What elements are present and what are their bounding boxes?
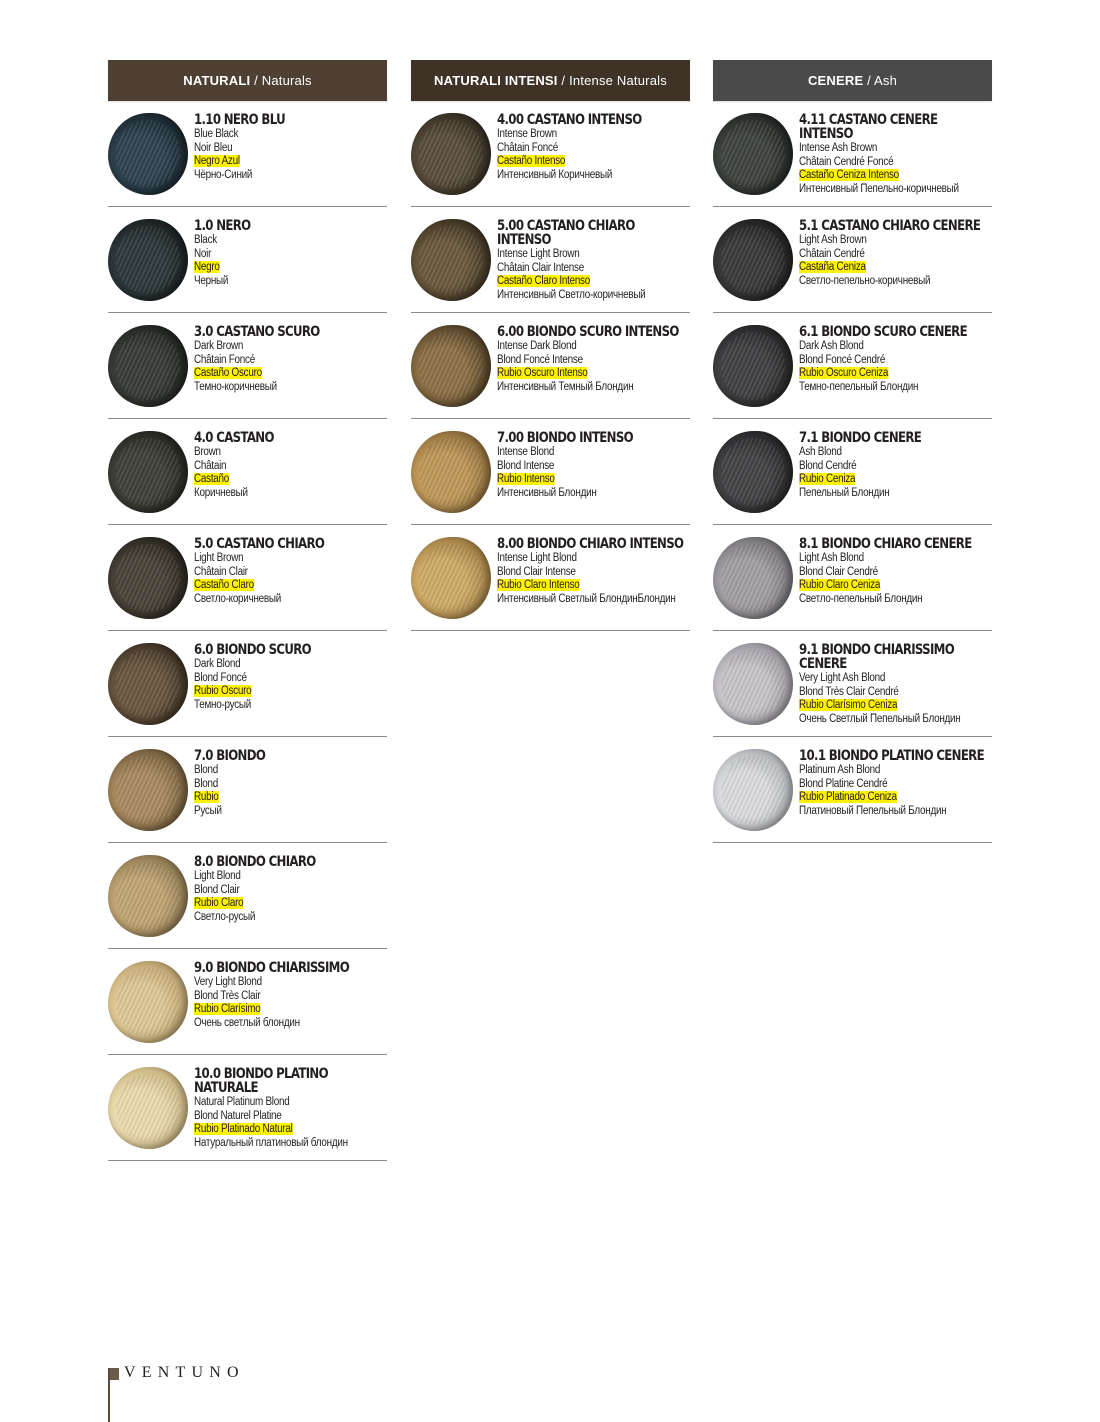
header-subtitle: Intense Naturals [569, 73, 667, 88]
shade-entry [108, 525, 387, 631]
shade-name-spanish [497, 155, 695, 169]
shade-name-french: Châtain Clair [194, 565, 248, 578]
shade-entry [411, 101, 690, 207]
shade-name-english: Intense Brown [497, 128, 557, 140]
highlighted-text: Castaño [194, 473, 230, 485]
shade-name-french: Châtain Cendré Foncé [799, 155, 894, 168]
shade-name-russian: Светло-коричневый [194, 592, 282, 605]
shade-entry [713, 737, 992, 843]
shade-name-english: Intense Ash Brown [799, 142, 878, 154]
shade-name-english: Brown [194, 446, 221, 458]
shade-name-russian: Натуральный платиновый блондин [194, 1136, 348, 1149]
hair-swatch-image [108, 961, 188, 1043]
shade-name-french: Châtain Cendré [799, 247, 865, 260]
shade-title: 8.1 BIONDO CHIARO CENERE [799, 536, 972, 552]
shade-name-russian: Темно-русый [194, 698, 252, 711]
shade-entry [108, 207, 387, 313]
shade-name-french: Blond Clair Cendré [799, 565, 878, 578]
shade-text [799, 749, 994, 818]
shade-name-french: Blond Foncé [194, 671, 247, 684]
shade-name-spanish [497, 473, 695, 487]
footer-brand: VENTUNO [124, 1364, 245, 1381]
highlighted-text: Castaño Claro [194, 579, 254, 591]
highlighted-text: Rubio Clarísimo [194, 1003, 261, 1015]
shade-name-french: Châtain Foncé [194, 353, 255, 366]
shade-entry [713, 101, 992, 207]
shade-name-russian: Интенсивный Темный Блондин [497, 380, 634, 393]
shade-title: 7.0 BIONDO [194, 748, 266, 764]
shade-name-english: Intense Dark Blond [497, 340, 577, 352]
hair-swatch-image [108, 431, 188, 513]
shade-title: 7.1 BIONDO CENERE [799, 430, 922, 446]
shade-name-russian: Светло-русый [194, 910, 256, 923]
shade-name-english: Natural Platinum Blond [194, 1096, 290, 1108]
shade-entry [713, 313, 992, 419]
column-naturali [108, 60, 387, 1161]
header-separator: / [863, 73, 875, 88]
highlighted-text: Rubio Oscuro Ceniza [799, 367, 889, 379]
shade-entry [108, 101, 387, 207]
shade-text [799, 431, 994, 500]
shade-text [799, 537, 994, 606]
highlighted-text: Negro [194, 261, 220, 273]
shade-name-english: Very Light Ash Blond [799, 672, 886, 684]
shade-name-russian: Интенсивный Блондин [497, 486, 597, 499]
shade-entry [713, 525, 992, 631]
shade-text [194, 749, 389, 818]
shade-title: 6.00 BIONDO SCURO INTENSO [497, 324, 679, 340]
hair-swatch-image [108, 855, 188, 937]
shade-name-english: Light Blond [194, 870, 241, 882]
shade-entry [108, 949, 387, 1055]
shade-title: 6.1 BIONDO SCURO CENERE [799, 324, 967, 340]
header-title: NATURALI INTENSI [434, 73, 558, 88]
hair-swatch-image [411, 537, 491, 619]
shade-name-russian: Интенсивный Коричневый [497, 168, 613, 181]
shade-text [194, 961, 389, 1030]
shade-name-russian: Коричневый [194, 486, 248, 499]
shade-name-french: Noir Bleu [194, 141, 233, 154]
shade-name-russian: Темно-коричневый [194, 380, 277, 393]
shade-name-english: Light Brown [194, 552, 244, 564]
shade-name-spanish [194, 897, 392, 911]
shade-entry [108, 631, 387, 737]
shade-entry [108, 1055, 387, 1161]
shade-entry [411, 525, 690, 631]
shade-text [799, 325, 994, 394]
hair-swatch-image [411, 325, 491, 407]
highlighted-text: Castaño Ceniza Intenso [799, 169, 899, 181]
column-naturali-intensi [411, 60, 690, 631]
shade-entry [713, 419, 992, 525]
shade-text [194, 113, 389, 182]
highlighted-text: Rubio Oscuro [194, 685, 252, 697]
hair-swatch-image [713, 643, 793, 725]
shade-title: 10.1 BIONDO PLATINO CENERE [799, 748, 984, 764]
shade-name-spanish [799, 261, 997, 275]
highlighted-text: Castaño Intenso [497, 155, 566, 167]
shade-name-russian: Интенсивный Пепельно-коричневый [799, 182, 959, 195]
shade-name-french: Blond Très Clair Cendré [799, 685, 899, 698]
highlighted-text: Rubio Claro Ceniza [799, 579, 881, 591]
highlighted-text: Rubio Ceniza [799, 473, 856, 485]
shade-name-english: Blond [194, 764, 219, 776]
shade-list [108, 101, 387, 1161]
shade-name-english: Light Ash Blond [799, 552, 864, 564]
shade-title: 7.00 BIONDO INTENSO [497, 430, 633, 446]
shade-name-english: Ash Blond [799, 446, 842, 458]
highlighted-text: Negro Azul [194, 155, 240, 167]
shade-name-russian: Черный [194, 274, 229, 287]
shade-text [194, 1067, 389, 1150]
highlighted-text: Castaño Oscuro [194, 367, 262, 379]
highlighted-text: Castaña Ceniza [799, 261, 866, 273]
shade-name-spanish [497, 367, 695, 381]
shade-name-english: Dark Ash Blond [799, 340, 864, 352]
shade-text [497, 431, 692, 500]
hair-swatch-image [411, 219, 491, 301]
highlighted-text: Rubio Platinado Ceniza [799, 791, 897, 803]
shade-text [194, 431, 389, 500]
shade-name-english: Very Light Blond [194, 976, 262, 988]
column-cenere [713, 60, 992, 843]
shade-name-spanish [799, 579, 997, 593]
shade-name-spanish [799, 473, 997, 487]
shade-name-russian: Светло-пепельный Блондин [799, 592, 923, 605]
shade-name-english: Light Ash Brown [799, 234, 867, 246]
hair-swatch-image [713, 219, 793, 301]
shade-name-spanish [194, 367, 392, 381]
shade-text [497, 325, 692, 394]
footer-accent-mark [110, 1368, 119, 1380]
hair-swatch-image [411, 113, 491, 195]
header-separator: / [250, 73, 262, 88]
hair-swatch-image [713, 749, 793, 831]
shade-name-french: Blond Foncé Intense [497, 353, 583, 366]
highlighted-text: Rubio Clarísimo Ceniza [799, 699, 898, 711]
shade-name-english: Intense Light Brown [497, 248, 580, 260]
shade-name-french: Blond [194, 777, 219, 790]
hair-swatch-image [108, 643, 188, 725]
shade-name-french: Châtain Foncé [497, 141, 558, 154]
shade-name-russian: Очень светлый блондин [194, 1016, 300, 1029]
shade-text [497, 113, 692, 182]
shade-entry [108, 737, 387, 843]
shade-title: 4.00 CASTANO INTENSO [497, 112, 642, 128]
shade-name-english: Black [194, 234, 217, 246]
hair-swatch-image [108, 537, 188, 619]
shade-text [194, 325, 389, 394]
hair-swatch-image [713, 431, 793, 513]
hair-swatch-image [108, 325, 188, 407]
shade-list [411, 101, 690, 631]
shade-text [194, 643, 389, 712]
shade-text [194, 855, 389, 924]
shade-name-russian: Пепельный Блондин [799, 486, 890, 499]
shade-title: 3.0 CASTANO SCURO [194, 324, 320, 340]
highlighted-text: Rubio Claro [194, 897, 244, 909]
shade-name-russian: Светло-пепельно-коричневый [799, 274, 931, 287]
shade-entry [108, 419, 387, 525]
shade-title: 10.0 BIONDO PLATINO NATURALE [194, 1066, 328, 1096]
shade-title: 8.0 BIONDO CHIARO [194, 854, 316, 870]
shade-name-spanish [194, 155, 392, 169]
highlighted-text: Castaño Claro Intenso [497, 275, 591, 287]
hair-swatch-image [713, 325, 793, 407]
shade-title: 4.11 CASTANO CENERE INTENSO [799, 112, 938, 142]
shade-name-french: Blond Foncé Cendré [799, 353, 886, 366]
shade-name-spanish [799, 791, 997, 805]
hair-swatch-image [713, 537, 793, 619]
highlighted-text: Rubio Claro Intenso [497, 579, 580, 591]
shade-title: 4.0 CASTANO [194, 430, 274, 446]
shade-entry [411, 313, 690, 419]
hair-swatch-image [108, 749, 188, 831]
shade-text [497, 537, 692, 606]
shade-title: 5.00 CASTANO CHIARO INTENSO [497, 218, 635, 248]
shade-name-french: Blond Naturel Platine [194, 1109, 282, 1122]
shade-name-spanish [497, 579, 695, 593]
shade-title: 5.0 CASTANO CHIARO [194, 536, 325, 552]
shade-entry [713, 631, 992, 737]
shade-entry [411, 419, 690, 525]
shade-name-russian: Русый [194, 804, 222, 817]
header-title: NATURALI [183, 73, 251, 88]
shade-name-french: Noir [194, 247, 212, 260]
shade-name-spanish [497, 275, 695, 289]
shade-text [194, 537, 389, 606]
shade-name-french: Blond Platine Cendré [799, 777, 888, 790]
shade-name-russian: Чёрно-Синий [194, 168, 253, 181]
shade-name-spanish [799, 169, 997, 183]
highlighted-text: Rubio Intenso [497, 473, 555, 485]
shade-title: 1.10 NERO BLU [194, 112, 285, 128]
shade-text [799, 643, 994, 726]
shade-name-french: Châtain [194, 459, 227, 472]
hair-swatch-image [108, 219, 188, 301]
shade-name-russian: Интенсивный Светло-коричневый [497, 288, 646, 301]
header-separator: / [557, 73, 570, 88]
shade-name-english: Intense Blond [497, 446, 555, 458]
shade-name-spanish [194, 261, 392, 275]
shade-title: 9.0 BIONDO CHIARISSIMO [194, 960, 350, 976]
shade-name-english: Intense Light Blond [497, 552, 577, 564]
header-subtitle: Naturals [261, 73, 312, 88]
shade-name-spanish [799, 367, 997, 381]
shade-title: 5.1 CASTANO CHIARO CENERE [799, 218, 981, 234]
shade-name-spanish [194, 791, 392, 805]
shade-title: 6.0 BIONDO SCURO [194, 642, 311, 658]
shade-name-french: Blond Clair Intense [497, 565, 576, 578]
shade-name-spanish [799, 699, 997, 713]
shade-name-spanish [194, 579, 392, 593]
shade-name-french: Blond Intense [497, 459, 555, 472]
hair-swatch-image [108, 113, 188, 195]
shade-title: 1.0 NERO [194, 218, 251, 234]
shade-entry [713, 207, 992, 313]
header-title: CENERE [807, 73, 864, 88]
shade-name-english: Dark Brown [194, 340, 244, 352]
shade-name-french: Blond Très Clair [194, 989, 261, 1002]
shade-title: 9.1 BIONDO CHIARISSIMO CENERE [799, 642, 955, 672]
shade-name-english: Dark Blond [194, 658, 241, 670]
shade-text [194, 219, 389, 288]
shade-name-french: Châtain Clair Intense [497, 261, 584, 274]
column-header [713, 60, 992, 101]
header-subtitle: Ash [874, 73, 898, 88]
column-header [411, 60, 690, 101]
highlighted-text: Rubio [194, 791, 219, 803]
hair-swatch-image [108, 1067, 188, 1149]
shade-name-russian: Интенсивный Светлый БлондинБлондин [497, 592, 676, 605]
shade-entry [108, 843, 387, 949]
hair-swatch-image [411, 431, 491, 513]
shade-list [713, 101, 992, 843]
shade-name-english: Platinum Ash Blond [799, 764, 881, 776]
shade-text [799, 219, 994, 288]
shade-title: 8.00 BIONDO CHIARO INTENSO [497, 536, 684, 552]
shade-name-spanish [194, 685, 392, 699]
shade-name-spanish [194, 1123, 392, 1137]
column-header [108, 60, 387, 101]
hair-swatch-image [713, 113, 793, 195]
shade-name-spanish [194, 1003, 392, 1017]
shade-text [799, 113, 994, 196]
shade-name-russian: Очень Светлый Пепельный Блондин [799, 712, 961, 725]
shade-name-french: Blond Clair [194, 883, 240, 896]
shade-name-russian: Темно-пепельный Блондин [799, 380, 919, 393]
shade-name-russian: Платиновый Пепельный Блондин [799, 804, 947, 817]
highlighted-text: Rubio Platinado Natural [194, 1123, 293, 1135]
shade-name-french: Blond Cendré [799, 459, 857, 472]
highlighted-text: Rubio Oscuro Intenso [497, 367, 588, 379]
shade-text [497, 219, 692, 302]
shade-name-spanish [194, 473, 392, 487]
shade-name-english: Blue Black [194, 128, 239, 140]
shade-entry [411, 207, 690, 313]
shade-entry [108, 313, 387, 419]
